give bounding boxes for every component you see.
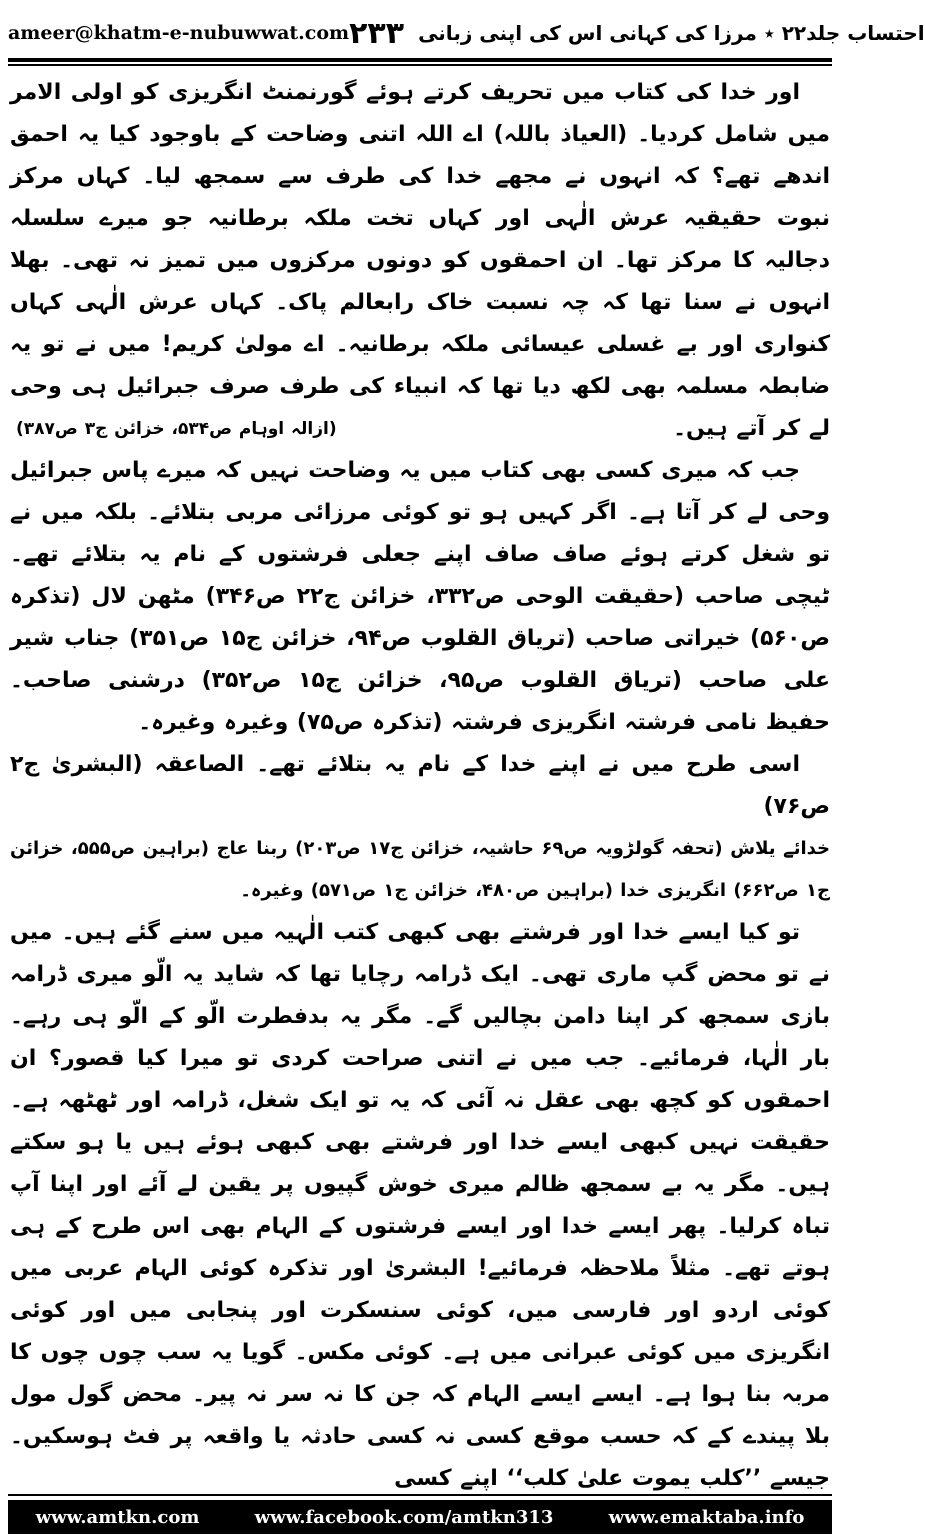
page-header <box>8 10 925 56</box>
footer-rule <box>8 1494 832 1496</box>
inline-reference: (ازالہ اوہام ص۵۳۴، خزائن ج۳ ص۳۸۷) <box>16 419 337 439</box>
footer-link-emaktaba[interactable]: www.emaktaba.info <box>608 1506 805 1528</box>
footer-bar <box>8 1500 832 1534</box>
header-rule-thick <box>8 58 832 62</box>
paragraph-5: تو کیا ایسے خدا اور فرشتے بھی کبھی کتب الٰہیہ میں سنے گئے ہیں۔ میں نے تو محض گپ ماری تھی۔ ایک ڈرامہ رچایا تھا کہ شاید یہ الّو میری ڈرامہ بازی سمجھ کر اپنا دامن بچالیں گے۔ مگر یہ بدفطرت الّو کے الّو ہی رہے۔ بار الٰہا، فرمائیے۔ جب میں نے اتنی صراحت کردی تو میرا کیا قصور؟ ان احمقوں کو کچھ بھی عقل نہ آئی کہ یہ تو ایک شغل، ڈرامہ اور ٹھٹھہ ہے۔ حقیقت نہیں کبھی ایسے خدا اور فرشتے بھی کبھی ہوئے ہیں یا ہو سکتے ہیں۔ مگر یہ بے سمجھ ظالم میری خوش گپیوں پر یقین لے آئے اور اپنا آپ تباہ کرلیا۔ پھر ایسے خدا اور ایسے فرشتوں کے الہام بھی اس طرح کے ہی ہوتے تھے۔ مثلاً ملاحظہ فرمائیے! البشریٰ اور تذکرہ کوئی الہام عربی میں کوئی اردو اور فارسی میں، کوئی سنسکرت اور پنجابی میں اور کوئی انگریزی میں کوئی عبرانی میں ہے۔ کوئی مکس۔ گویا یہ سب چوں چوں کا مربہ بنا ہوا ہے۔ ایسے ایسے الہام کہ جن کا نہ سر نہ پیر۔ محض گول مول بلا پیندے کے کہ حسب موقع کسی نہ کسی حادثہ یا واقعہ پر فٹ ہوسکیں۔ جیسے ’’کلب یموت علیٰ کلب‘‘ اپنے کسی <box>10 920 830 1491</box>
header-rule-thin <box>8 64 832 66</box>
header-email[interactable]: ameer@khatm-e-nubuwwat.com <box>8 22 350 44</box>
header-right <box>349 16 924 51</box>
paragraph-4: خدائے یلاش (تحفہ گولڑویہ ص۶۹ حاشیہ، خزائن ج۱۷ ص۲۰۳) ربنا عاج (براہین ص۵۵۵، خزائن ج۱ ص۶۶۲) انگریزی خدا (براہین ص۴۸۰، خزائن ج۱ ص۵۷۱) وغیرہ۔ <box>10 838 830 901</box>
running-title: احتساب جلد۲۲ ٭ مرزا کی کہانی اس کی اپنی زبانی <box>418 21 925 45</box>
page-body <box>10 72 830 1490</box>
paragraph-1-text: اور خدا کی کتاب میں تحریف کرتے ہوئے گورنمنٹ انگریزی کو اولی الامر میں شامل کردیا۔ (العیاذ باللہ) اے اللہ اتنی وضاحت کے باوجود کیا یہ احمق اندھے تھے؟ کہ انہوں نے مجھے خدا کی طرف سے سمجھ لیا۔ کہاں مرکز نبوت حقیقیہ عرش الٰہی اور کہاں تخت ملکہ برطانیہ جو میرے سلسلہ دجالیہ کا مرکز تھا۔ ان احمقوں کو دونوں مرکزوں میں تمیز نہ تھی۔ بھلا انہوں نے سنا تھا کہ چہ نسبت خاک رابعالم پاک۔ کہاں عرش الٰہی کہاں کنواری اور بے غسلی عیسائی ملکہ برطانیہ۔ اے مولیٰ کریم! میں نے تو یہ ضابطہ مسلمہ بھی لکھ دیا تھا کہ انبیاء کی طرف صرف جبرائیل ہی وحی لے کر آتے ہیں۔ <box>10 80 830 441</box>
paragraph-3: اسی طرح میں نے اپنے خدا کے نام یہ بتلائے تھے۔ الصاعقہ (البشریٰ ج۲ ص۷۶) <box>10 752 830 819</box>
page-number: ۲۳۳ <box>349 15 405 51</box>
footer-link-amtkn[interactable]: www.amtkn.com <box>35 1506 200 1528</box>
paragraph-1 <box>10 72 830 450</box>
paragraph-2: جب کہ میری کسی بھی کتاب میں یہ وضاحت نہیں کہ میرے پاس جبرائیل وحی لے کر آتا ہے۔ اگر کہیں ہو تو کوئی مرزائی مربی بتلائے۔ بلکہ میں نے تو شغل کرتے ہوئے صاف صاف اپنے جعلی فرشتوں کے نام یہ بتلائے تھے۔ ٹیچی صاحب (حقیقت الوحی ص۳۳۲، خزائن ج۲۲ ص۳۴۶) مٹھن لال (تذکرہ ص۵۶۰) خیراتی صاحب (تریاق القلوب ص۹۴، خزائن ج۱۵ ص۳۵۱) جناب شیر علی صاحب (تریاق القلوب ص۹۵، خزائن ج۱۵ ص۳۵۲) درشنی صاحب۔ حفیظ نامی فرشتہ انگریزی فرشتہ (تذکرہ ص۷۵) وغیرہ وغیرہ۔ <box>10 458 830 735</box>
footer-link-facebook[interactable]: www.facebook.com/amtkn313 <box>254 1506 554 1528</box>
